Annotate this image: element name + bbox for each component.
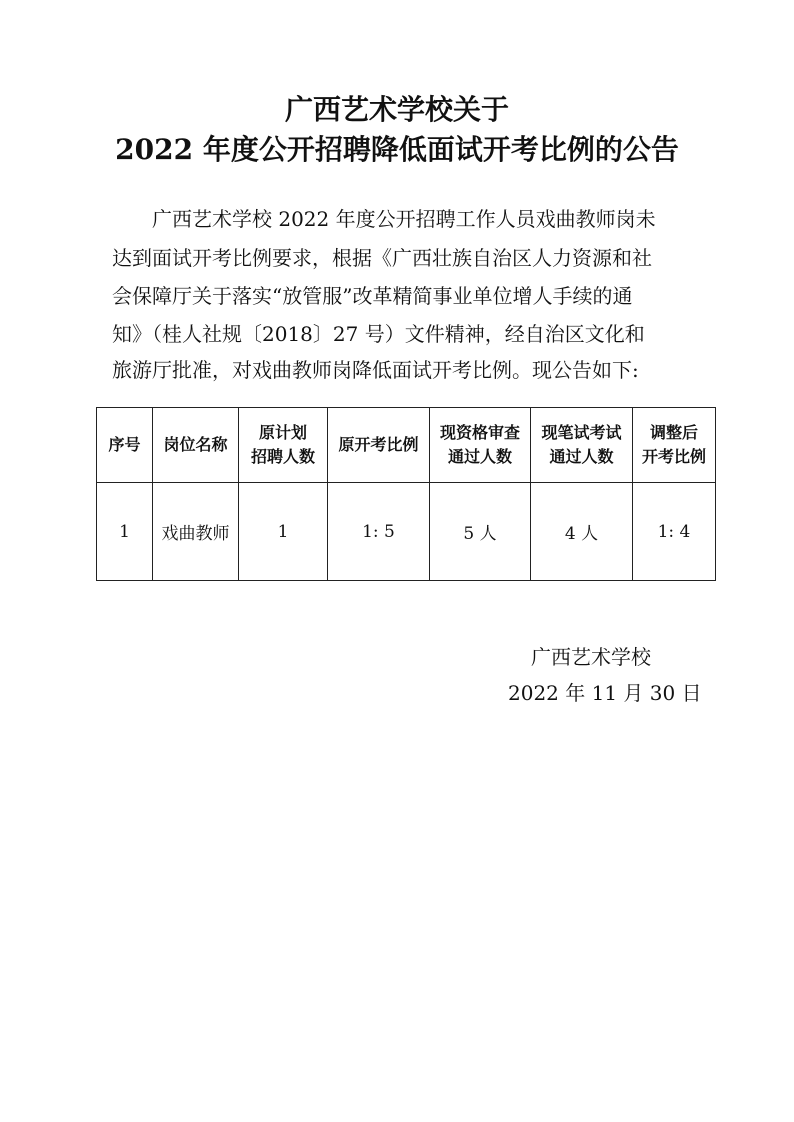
header-cell: 原计划 招聘人数 — [239, 408, 328, 483]
cell-qualified-count: 5 人 — [430, 483, 531, 581]
body-line-4: 知》（桂人社规〔2018〕27 号）文件精神，经自治区文化和 — [112, 322, 645, 346]
signature-date: 2022 年 11 月 30 日 — [508, 681, 702, 705]
body-line-2: 达到面试开考比例要求，根据《广西壮族自治区人力资源和社 — [112, 246, 652, 270]
cell-planned-count: 1 — [239, 483, 328, 581]
table-header-row — [97, 408, 716, 483]
cell-position: 戏曲教师 — [153, 483, 239, 581]
header-cell: 现资格审查 通过人数 — [430, 408, 531, 483]
body-line-3: 会保障厅关于落实“放管服”改革精简事业单位增人手续的通 — [112, 284, 633, 308]
signature-org: 广西艺术学校 — [531, 645, 651, 669]
header-cell: 现笔试考试 通过人数 — [531, 408, 633, 483]
header-cell: 原开考比例 — [328, 408, 430, 483]
table-row — [97, 483, 716, 581]
notice-title-line1: 广西艺术学校关于 — [284, 93, 509, 126]
cell-original-ratio: 1: 5 — [328, 483, 430, 581]
header-cell: 岗位名称 — [153, 408, 239, 483]
body-line-5: 旅游厅批准，对戏曲教师岗降低面试开考比例。现公告如下: — [112, 358, 639, 382]
cell-adjusted-ratio: 1: 4 — [633, 483, 716, 581]
cell-written-passed: 4 人 — [531, 483, 633, 581]
cell-serial: 1 — [97, 483, 153, 581]
recruitment-table — [96, 407, 716, 581]
header-cell: 调整后 开考比例 — [633, 408, 716, 483]
notice-title-line2: 2022 年度公开招聘降低面试开考比例的公告 — [115, 133, 679, 166]
body-line-1: 广西艺术学校 2022 年度公开招聘工作人员戏曲教师岗未 — [152, 207, 656, 231]
header-cell: 序号 — [97, 408, 153, 483]
